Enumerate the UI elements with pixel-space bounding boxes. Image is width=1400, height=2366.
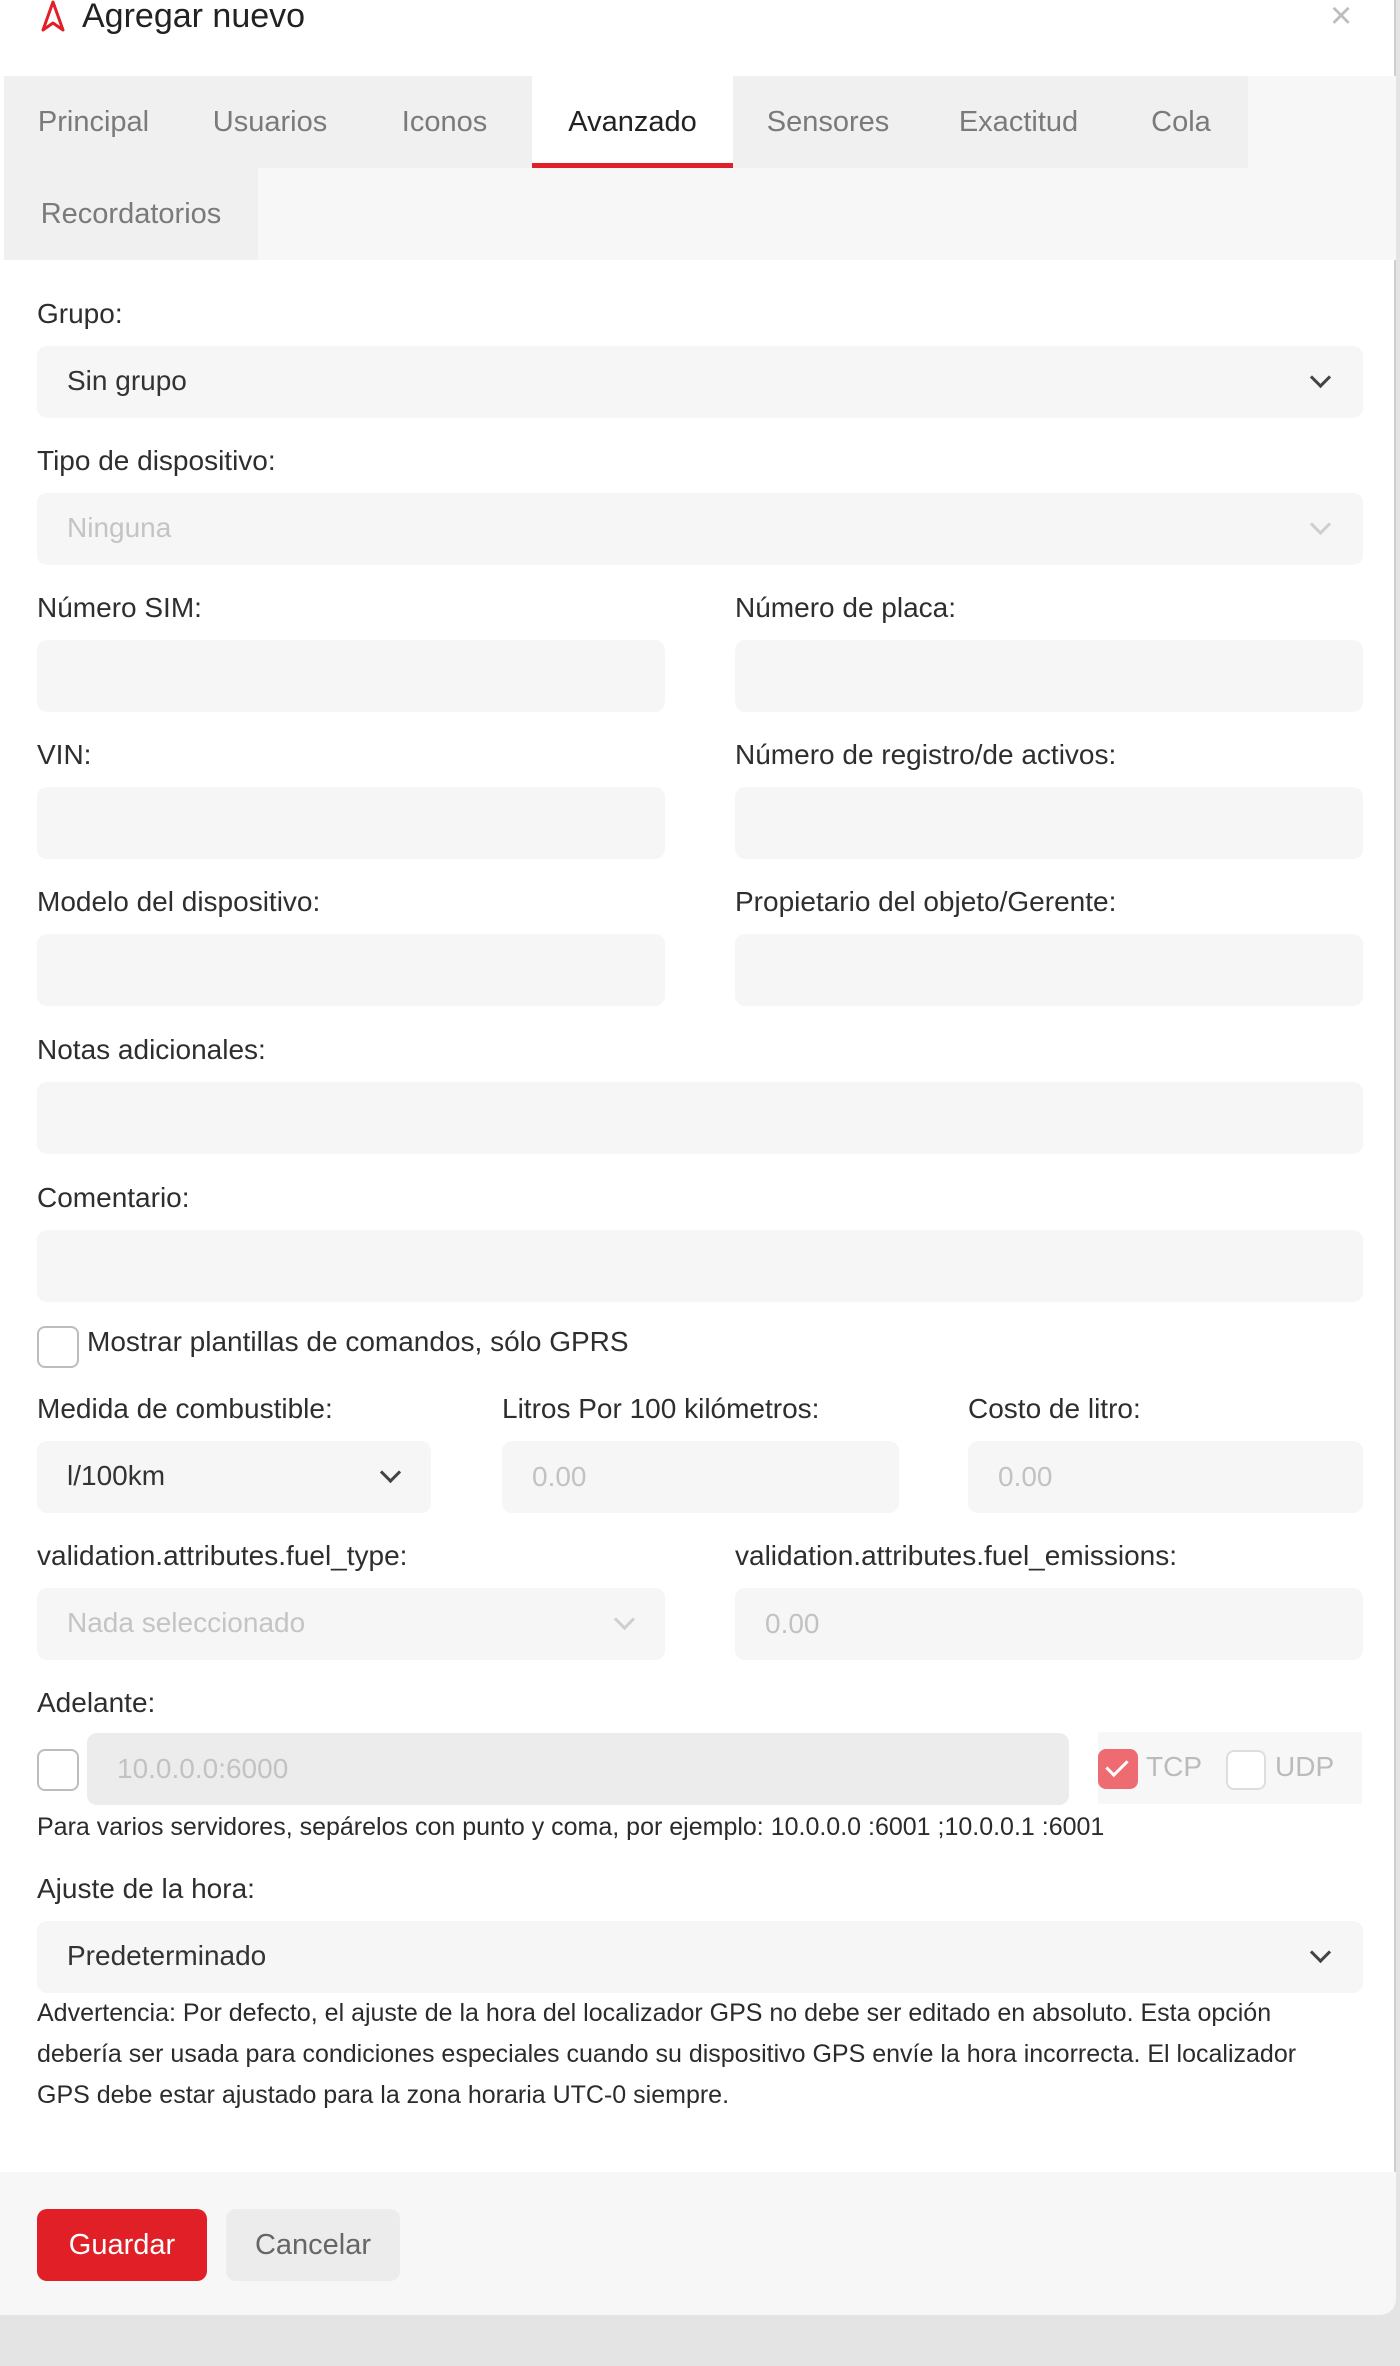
forward-help-text: Para varios servidores, sepárelos con punto y coma, por ejemplo: 10.0.0.0 :6001 ;10.0.0.1 :6001 <box>37 1813 1105 1841</box>
time-adjust-label: Ajuste de la hora: <box>37 1873 255 1904</box>
sim-number-label: Número SIM: <box>37 592 202 623</box>
plate-number-label: Número de placa: <box>735 592 957 623</box>
tab-principal[interactable]: Principal <box>4 76 183 168</box>
fuel-measure-select-value: l/100km <box>67 1460 166 1491</box>
device-type-label: Tipo de dispositivo: <box>37 445 276 476</box>
fuel-type-select[interactable] <box>37 1588 665 1660</box>
show-templates-label: Mostrar plantillas de comandos, sólo GPRS <box>87 1326 629 1357</box>
additional-notes-input[interactable] <box>67 1082 1363 1154</box>
vin-label: VIN: <box>37 739 92 770</box>
show-templates-checkbox[interactable] <box>37 1326 79 1368</box>
warning-line: debería ser usada para condiciones especiales cuando su dispositivo GPS envíe la hora incorrecta. El localizador <box>37 2040 1297 2068</box>
modal-title: Agregar nuevo <box>82 0 306 35</box>
device-model-label: Modelo del dispositivo: <box>37 886 321 917</box>
tcp-label: TCP <box>1146 1751 1202 1782</box>
vin-field[interactable] <box>37 787 665 859</box>
page-background <box>0 2326 1400 2366</box>
udp-label: UDP <box>1275 1751 1335 1782</box>
chevron-down-icon <box>1310 514 1331 535</box>
tab-recordatorios[interactable]: Recordatorios <box>4 168 258 260</box>
fuel-emissions-field[interactable] <box>735 1588 1363 1660</box>
device-model-input[interactable] <box>67 934 665 1006</box>
comment-field[interactable] <box>37 1230 1363 1302</box>
warning-line: GPS debe estar ajustado para la zona horaria UTC-0 siempre. <box>37 2081 730 2109</box>
group-select[interactable] <box>37 346 1363 418</box>
time-adjust-select-value: Predeterminado <box>67 1940 267 1971</box>
additional-notes-field[interactable] <box>37 1082 1363 1154</box>
liter-cost-input[interactable] <box>998 1441 1363 1513</box>
fuel-type-select-value: Nada seleccionado <box>67 1607 306 1638</box>
chevron-down-icon <box>614 1609 635 1630</box>
registration-number-input[interactable] <box>765 787 1363 859</box>
object-owner-label: Propietario del objeto/Gerente: <box>735 886 1117 917</box>
warning-line: Advertencia: Por defecto, el ajuste de la hora del localizador GPS no debe ser editado en absoluto. Esta opción <box>37 1999 1272 2027</box>
tab-sensores[interactable]: Sensores <box>733 76 923 168</box>
liter-cost-field[interactable] <box>968 1441 1363 1513</box>
time-adjust-warning <box>37 1993 1377 2116</box>
chevron-down-icon <box>1310 367 1331 388</box>
device-type-select[interactable] <box>37 493 1363 565</box>
udp-checkbox[interactable] <box>1226 1750 1266 1790</box>
additional-notes-label: Notas adicionales: <box>37 1034 266 1065</box>
modal-footer <box>0 2172 1396 2315</box>
fuel-type-label: validation.attributes.fuel_type: <box>37 1540 408 1571</box>
comment-label: Comentario: <box>37 1182 190 1213</box>
plate-number-field[interactable] <box>735 640 1363 712</box>
object-owner-input[interactable] <box>765 934 1363 1006</box>
vin-input[interactable] <box>67 787 665 859</box>
tab-bar <box>4 76 1396 260</box>
close-icon[interactable]: × <box>1330 0 1353 37</box>
tab-iconos[interactable]: Iconos <box>357 76 532 168</box>
group-select-value: Sin grupo <box>67 365 187 396</box>
cancel-button[interactable]: Cancelar <box>226 2209 400 2281</box>
plate-number-input[interactable] <box>765 640 1363 712</box>
registration-number-label: Número de registro/de activos: <box>735 739 1117 770</box>
save-button[interactable]: Guardar <box>37 2209 207 2281</box>
fuel-measure-select[interactable] <box>37 1441 431 1513</box>
tab-exactitud[interactable]: Exactitud <box>923 76 1114 168</box>
liter-cost-label: Costo de litro: <box>968 1393 1141 1424</box>
tab-avanzado[interactable]: Avanzado <box>532 76 733 168</box>
forward-enable-checkbox[interactable] <box>37 1749 79 1791</box>
device-model-field[interactable] <box>37 934 665 1006</box>
forward-address-input[interactable] <box>117 1733 1069 1805</box>
fuel-measure-label: Medida de combustible: <box>37 1393 333 1424</box>
fuel-emissions-input[interactable] <box>765 1588 1363 1660</box>
liters-per-100-input[interactable] <box>532 1441 899 1513</box>
fuel-emissions-label: validation.attributes.fuel_emissions: <box>735 1540 1178 1571</box>
sim-number-field[interactable] <box>37 640 665 712</box>
comment-input[interactable] <box>67 1230 1363 1302</box>
forward-address-field[interactable] <box>87 1733 1069 1805</box>
time-adjust-select[interactable] <box>37 1921 1363 1993</box>
sim-number-input[interactable] <box>67 640 665 712</box>
registration-number-field[interactable] <box>735 787 1363 859</box>
tcp-checkbox[interactable] <box>1098 1749 1138 1789</box>
liters-per-100-field[interactable] <box>502 1441 899 1513</box>
chevron-down-icon <box>1310 1942 1331 1963</box>
tab-cola[interactable]: Cola <box>1114 76 1248 168</box>
modal-header <box>0 0 1396 48</box>
device-type-select-value: Ninguna <box>67 512 172 543</box>
chevron-down-icon <box>380 1462 401 1483</box>
group-label: Grupo: <box>37 298 123 329</box>
compass-arrow-icon <box>40 0 66 34</box>
tab-usuarios[interactable]: Usuarios <box>183 76 357 168</box>
forward-label: Adelante: <box>37 1687 156 1718</box>
liters-per-100-label: Litros Por 100 kilómetros: <box>502 1393 820 1424</box>
object-owner-field[interactable] <box>735 934 1363 1006</box>
